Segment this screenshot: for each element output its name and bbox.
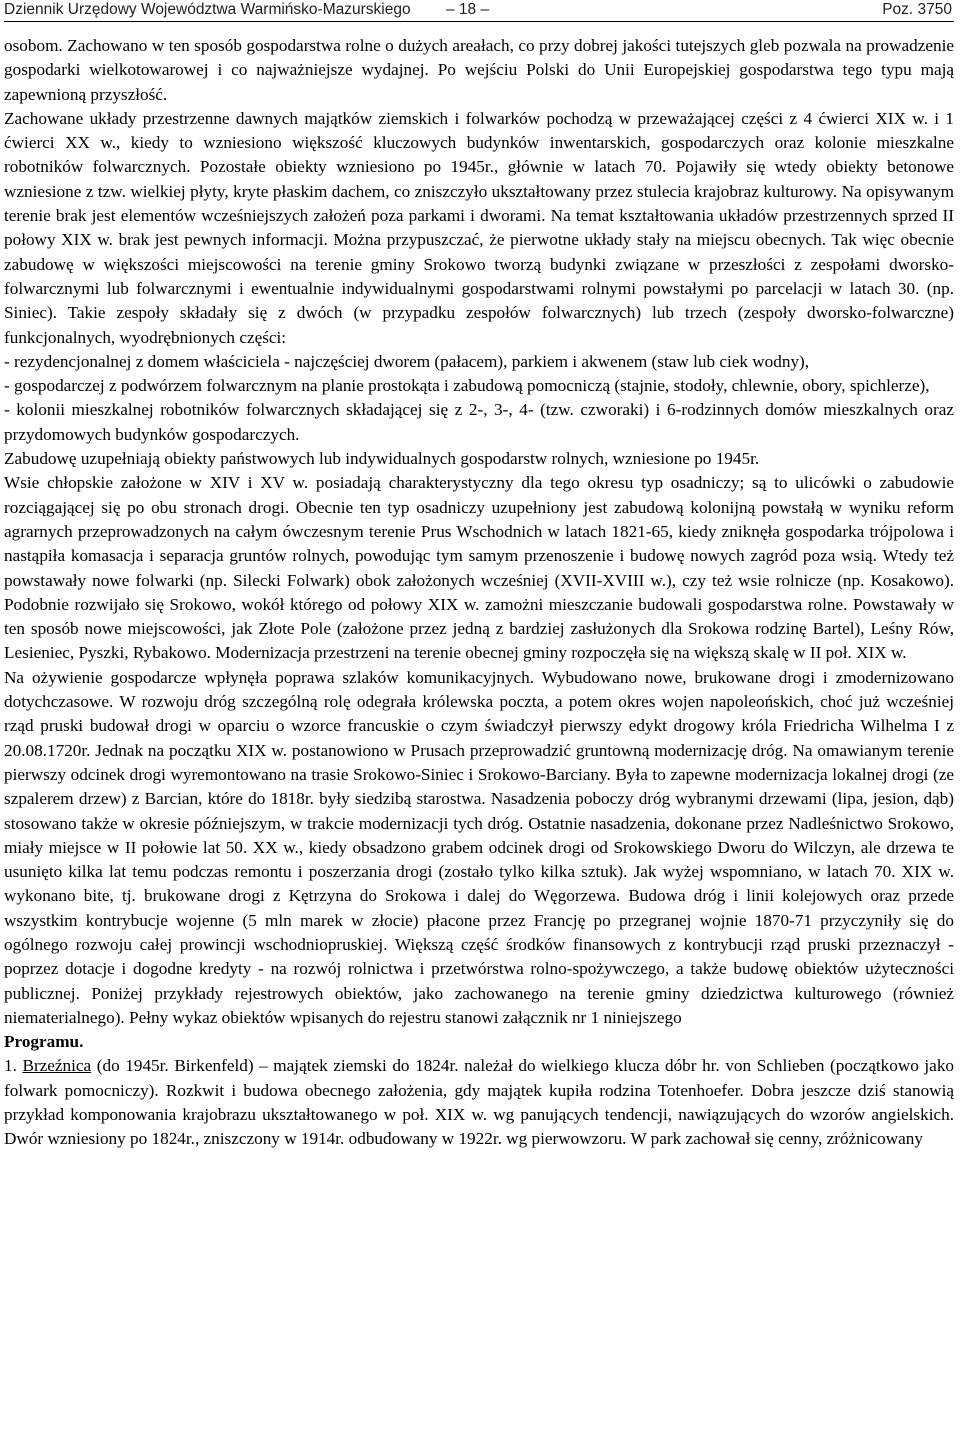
paragraph: Wsie chłopskie założone w XIV i XV w. posiadają charakterystyczny dla tego okresu typ osadniczy; są to ulicówki o zabudowie rozciągającej się po obu stronach drogi. Obecnie ten typ osadniczy uzupełniony jest zabudową kolonijną powstałą w wyniku reform agrarnych przeprowadzonych na całym ówczesnym terenie Prus Wschodnich w latach 1821-65, kiedy zniknęła gospodarka trójpolowa i nastąpiła komasacja i separacja gruntów rolnych, powodując tym samym przenoszenie i budowę nowych zagród poza wsią. Wtedy też powstawały nowe folwarki (np. Silecki Folwark) obok założonych wcześniej (XVII-XVIII w.), czy też wsie rolnicze (np. Kosakowo). Podobnie rozwijało się Srokowo, wokół którego od połowy XIX w. zamożni mieszczanie budowali gospodarstwa rolne. Powstawały w ten sposób nowe miejscowości, jak Złote Pole (założone przez jedną z bardziej zasłużonych dla Srokowa rodzinę Bartel), Leśny Rów, Lesieniec, Pyszki, Rybakowo. Modernizacja przestrzeni na terenie obecnej gminy rozpoczęła się na większą skalę w II poł. XIX w. xyxy=(4,473,954,663)
header-divider xyxy=(4,21,954,22)
item-number: 1. xyxy=(4,1056,17,1076)
paragraph: Na ożywienie gospodarcze wpłynęła poprawa szlaków komunikacyjnych. Wybudowano nowe, brukowane drogi i zmodernizowano dotychczasowe. W rozwoju dróg szczególną rolę odegrała królewska poczta, a potem okres wojen napoleońskich, choć już wcześniej rząd pruski budował drogi w oparciu o wzorce francuskie o czym świadczył pierwszy edykt drogowy króla Friedricha Wilhelma I z 20.08.1720r. Jednak na początku XIX w. postanowiono w Prusach przeprowadzić gruntowną modernizację dróg. Na omawianym terenie pierwszy odcinek drogi wyremontowano na trasie Srokowo-Siniec i Srokowo-Barciany. Była to zapewne modernizacja lokalnej drogi (ze szpalerem drzew) z Barcian, które do 1818r. były siedzibą starostwa. Nasadzenia poboczy dróg wybranymi drzewami (lipa, jesion, dąb) stosowano także w okresie późniejszym, w trakcie modernizacji tych dróg. Ostatnie nasadzenia, dokonane przez Nadleśnictwo Srokowo, miały miejsce w II połowie lat 50. XX w., kiedy obsadzono grabem odcinek drogi od Srokowskiego Dworu do Wilczyn, ale drzewa te usunięto kilka lat temu podczas remontu i poszerzania drogi (zostało tylko kilka sztuk). Jak wyżej wspomniano, w latach 70. XIX w. wykonano bite, tj. brukowane drogi z Kętrzyna do Srokowa i dalej do Węgorzewa. Budowa dróg i linii kolejowych oraz przede wszystkim kontrybucje wojenne (5 mln marek w złocie) płacone przez Francję po przegranej wojnie 1870-71 przyczyniły się do ogólnego rozwoju całej prowincji wschodniopruskiej. Większą część środków finansowych z kontrybucji rząd pruski przeznaczył - poprzez dotacje i dogodne kredyty - na rozwój rolnictwa i przetwórstwa rolno-spożywczego, a także budowę obiektów użyteczności publicznej. Poniżej przykłady rejestrowych obiektów, jako zachowanego na terenie gminy dziedzictwa kulturowego (również niematerialnego). Pełny wykaz obiektów wpisanych do rejestru stanowi załącznik nr 1 niniejszego xyxy=(4,667,954,1027)
paragraph: Zachowane układy przestrzenne dawnych majątków ziemskich i folwarków pochodzą w przeważającej części z 4 ćwierci XIX w. i 1 ćwierci XX w., kiedy to wzniesiono większość kluczowych budynków inwentarskich, gospodarczych oraz kolonie mieszkalne robotników folwarcznych. Pozostałe obiekty wzniesiono po 1945r., głównie w latach 70. Pojawiły się wtedy obiekty betonowe wzniesione z tzw. wielkiej płyty, kryte płaskim dachem, co zniszczyło ukształtowany przez stulecia krajobraz kulturowy. Na opisywanym terenie brak jest elementów wcześniejszych założeń poza parkami i dworami. Na temat kształtowania układów przestrzennych sprzed II połowy XIX w. brak jest pewnych informacji. Można przypuszczać, że pierwotne układy stały na miejscu obecnych. Tak więc obecnie zabudowę w większości miejscowości na terenie gminy Srokowo tworzą budynki związane w przeszłości z zespołami dworsko-folwarcznymi lub folwarcznymi i ewentualnie indywidualnymi gospodarstwami rolnymi powstałymi po parcelacji w latach 30. (np. Siniec). Takie zespoły składały się z dwóch (w przypadku zespołów folwarcznych) lub trzech (zespoły dworsko-folwarczne) funkcjonalnych, wyodrębnionych części: xyxy=(4,108,954,347)
item-text: (do 1945r. Birkenfeld) – majątek ziemski do 1824r. należał do wielkiego klucza dóbr hr. von Schlieben (początkowo jako folwark pomocniczy). Rozkwit i budowa obecnego założenia, gdy majątek kupiła rodzina Totenhoefer. Dobra jeszcze dziś stanowią przykład komponowania krajobrazu ukształtowanego w poł. XIX w. wg panujących tendencji, nawiązujących do wzorów angielskich. Dwór wzniesiony po 1824r., zniszczony w 1914r. odbudowany w 1922r. wg pierwowzoru. W park zachował się cenny, zróżnicowany xyxy=(4,1056,954,1149)
journal-title: Dziennik Urzędowy Województwa Warmińsko-Mazurskiego xyxy=(4,1,411,18)
paragraph: - kolonii mieszkalnej robotników folwarcznych składającej się z 2-, 3-, 4- (tzw. czworaki) i 6-rodzinnych domów mieszkalnych oraz przydomowych budynków gospodarczych. xyxy=(4,400,954,444)
paragraph: - gospodarczej z podwórzem folwarcznym na planie prostokąta i zabudową pomocniczą (stajnie, stodoły, chlewnie, obory, spichlerze), xyxy=(4,376,930,396)
position-number: Poz. 3750 xyxy=(882,1,952,18)
paragraph: osobom. Zachowano w ten sposób gospodarstwa rolne o dużych areałach, co przy dobrej jakości tutejszych gleb pozwala na prowadzenie gospodarki wielkotowarowej i co najważniejsze wydajnej. Po wejściu Polski do Unii Europejskiej gospodarstwa tego typu mają zapewnioną przyszłość. xyxy=(4,36,954,104)
register-item xyxy=(4,1054,954,1151)
page-number: – 18 – xyxy=(446,1,490,18)
running-header xyxy=(4,0,954,20)
programu-heading: Programu. xyxy=(4,1032,84,1052)
paragraph: - rezydencjonalnej z domem właściciela - najczęściej dworem (pałacem), parkiem i akwenem (staw lub ciek wodny), xyxy=(4,351,810,371)
item-name: Brzeźnica xyxy=(22,1056,92,1076)
document-page xyxy=(4,0,954,1440)
paragraph: Zabudowę uzupełniają obiekty państwowych lub indywidualnych gospodarstw rolnych, wzniesione po 1945r. xyxy=(4,449,760,469)
document-body xyxy=(4,34,954,1152)
